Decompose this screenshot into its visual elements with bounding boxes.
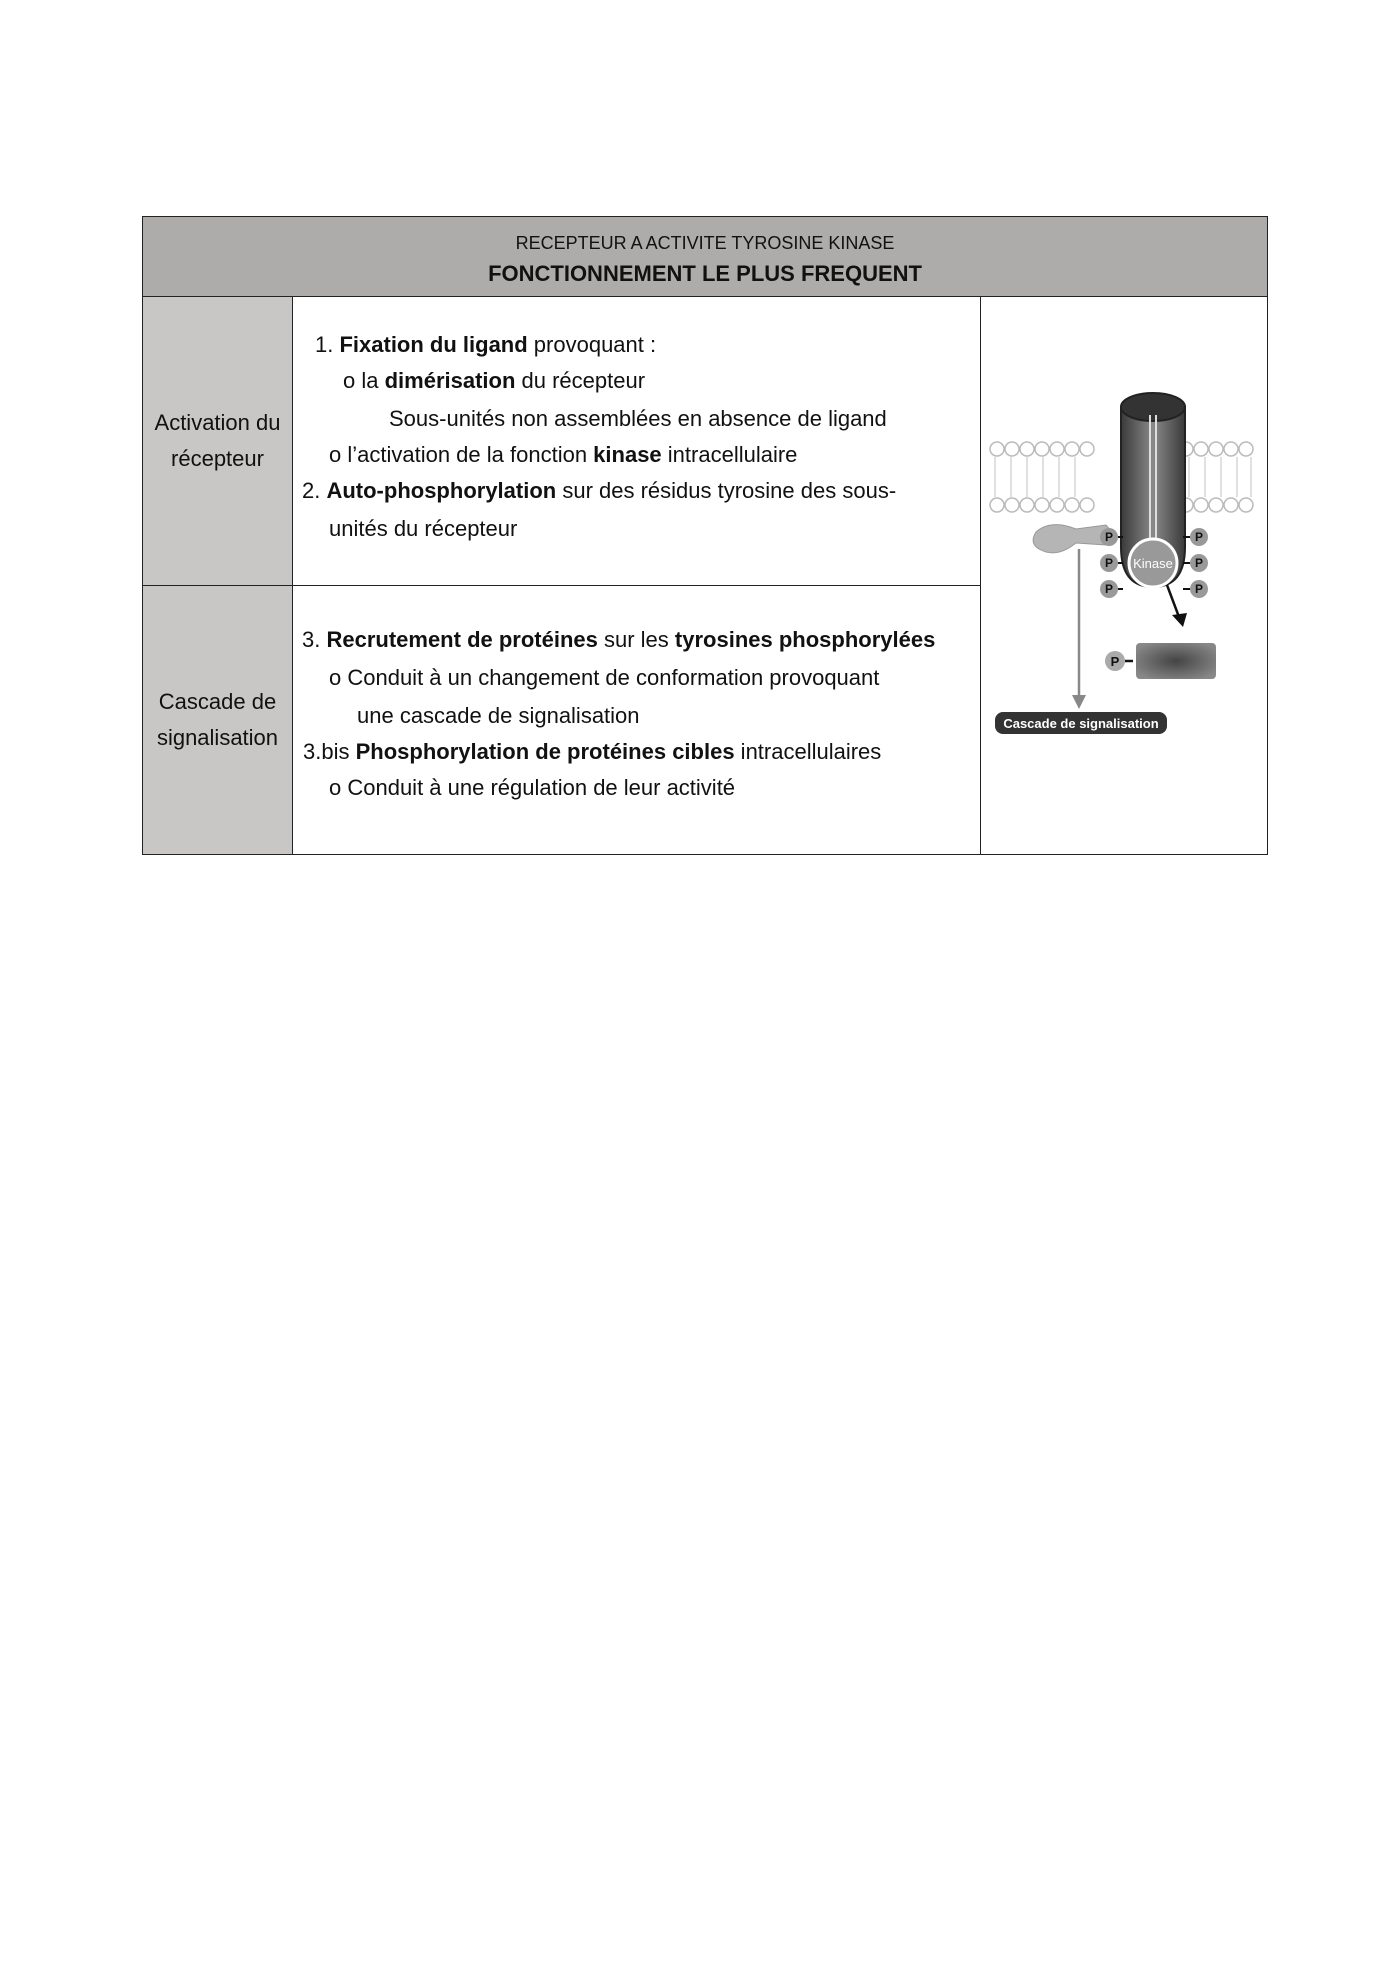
content-line: 3.bis Phosphorylation de protéines cibles intracellulaires bbox=[303, 739, 882, 765]
table-header bbox=[143, 217, 1268, 297]
content-line: o Conduit à une régulation de leur activité bbox=[329, 775, 736, 801]
content-line: 3. Recrutement de protéines sur les tyrosines phosphorylées bbox=[302, 627, 936, 653]
content-line: unités du récepteur bbox=[329, 516, 518, 541]
receptor-table bbox=[142, 216, 1268, 855]
content-line: 2. Auto-phosphorylation sur des résidus tyrosine des sous- bbox=[302, 478, 897, 503]
phosphate-label: P bbox=[1194, 530, 1204, 544]
content-line: Sous-unités non assemblées en absence de ligand bbox=[389, 406, 887, 431]
receptor-diagram bbox=[981, 297, 1268, 849]
phosphate-label: P bbox=[1104, 582, 1114, 596]
content-line: une cascade de signalisation bbox=[357, 703, 640, 729]
kinase-label: Kinase bbox=[1133, 556, 1173, 571]
cascade-label: Cascade de signalisation bbox=[1003, 716, 1159, 731]
content-line: 1. Fixation du ligand provoquant : bbox=[315, 332, 657, 357]
phosphate-label: P bbox=[1104, 530, 1114, 544]
row-label-line: Cascade de bbox=[158, 689, 277, 715]
diagram-cell bbox=[981, 297, 1268, 855]
row-label-cascade bbox=[143, 586, 293, 855]
row-label-line: signalisation bbox=[156, 725, 279, 751]
row-label-activation bbox=[143, 297, 293, 586]
row-label-line: récepteur bbox=[171, 446, 264, 472]
row-content-activation bbox=[293, 297, 981, 586]
content-line: o la dimérisation du récepteur bbox=[343, 368, 646, 393]
phosphate-label: P bbox=[1104, 556, 1114, 570]
target-protein bbox=[1105, 643, 1216, 679]
content-line: o l’activation de la fonction kinase intracellulaire bbox=[329, 442, 798, 467]
row-label-line: Activation du bbox=[154, 410, 281, 436]
header-subtitle: RECEPTEUR A ACTIVITE TYROSINE KINASE bbox=[515, 232, 895, 253]
header-title: FONCTIONNEMENT LE PLUS FREQUENT bbox=[488, 260, 922, 286]
signal-arrow-down bbox=[1072, 549, 1086, 709]
content-line: o Conduit à un changement de conformation provoquant bbox=[329, 665, 880, 691]
docking-protein bbox=[1033, 525, 1114, 553]
phosphate-label: P bbox=[1110, 654, 1120, 669]
row-content-cascade bbox=[293, 586, 981, 855]
kinase-target-arrow bbox=[1167, 585, 1187, 627]
phosphate-label: P bbox=[1194, 582, 1204, 596]
phosphate-label: P bbox=[1194, 556, 1204, 570]
